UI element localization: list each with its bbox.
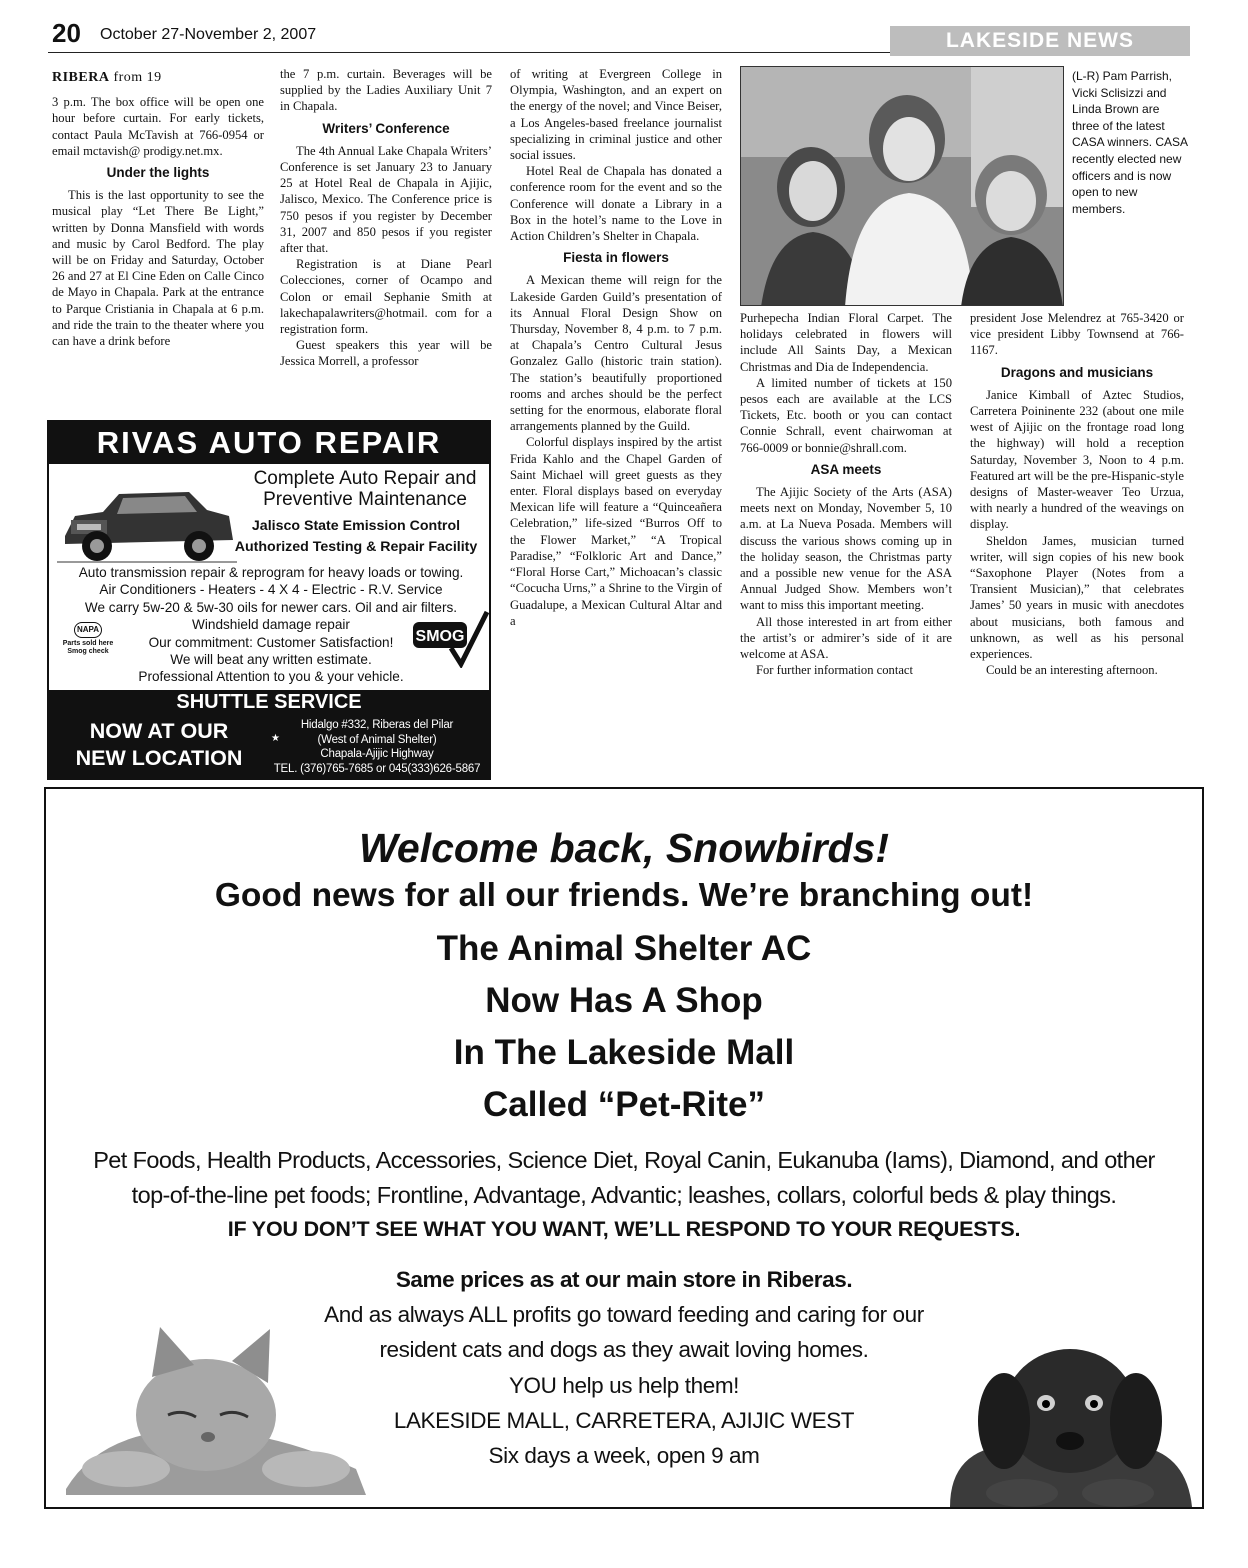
article-text: president Jose Melendrez at 765-3420 or vice president Libby Townsend at 766-1167. — [970, 311, 1184, 358]
napa-badge: NAPA — [74, 622, 102, 638]
service-item: We carry 5w-20 & 5w-30 oils for newer cars. Oil and air filters. — [84, 599, 458, 615]
jump-line — [52, 70, 264, 86]
article-text: Purhepecha Indian Floral Carpet. The holidays celebrated in flowers will include All Saints Day, a Mexican Christmas and Dia de Independencia. — [740, 311, 952, 374]
page-number: 20 — [52, 18, 81, 48]
phone-number: TEL. (376)765-7685 or 045(333)626-5867 — [273, 762, 481, 775]
ad-headline: The Animal Shelter AC — [436, 929, 812, 968]
shuttle-banner — [49, 690, 489, 778]
rivas-auto-repair-ad — [47, 420, 491, 780]
article-text: All those interested in art from either the artist’s or admirer’s side of it are welcome at ASA. — [740, 614, 952, 662]
shop-address — [265, 718, 489, 776]
section-heading: Writers’ Conference — [322, 120, 450, 136]
article-text: Could be an interesting afternoon. — [986, 663, 1158, 678]
section-heading: ASA meets — [810, 461, 882, 477]
article-text: The Ajijic Society of the Arts (ASA) meets next on Monday, November 5, 10 a.m. at La Nueva Posada. Members will discuss the various shows coming up in the holiday season, the Christmas party and a possible new venue for the ASA Annual Judged Show. Members won’t want to miss this important meeting. — [740, 485, 952, 613]
article-text: 3 p.m. The box office will be open one hour before curtain. For early tickets, contact Paula McTavish at 766-0954 or email mctavish@ prodigy.net.mx. — [52, 95, 264, 158]
jump-text: from 19 — [113, 70, 162, 85]
service-item: Windshield damage repair — [192, 617, 350, 633]
requests-note: IF YOU DON’T SEE WHAT YOU WANT, WE’LL RESPOND TO YOUR REQUESTS. — [227, 1217, 1021, 1241]
article-text: Registration is at Diane Pearl Colecciones, corner of Ocampo and Colon or email Sephanie Smith at lakechapalawriters@hotmail. com for a registration form. — [280, 257, 492, 337]
emission-line-1: Jalisco State Emission Control — [251, 518, 461, 534]
article-text: Hotel Real de Chapala has donated a conference room for the event and so the Conference will donate a Library in a Box in the hotel’s name to the Love in Action Children’s Shelter in Chapala. — [510, 164, 722, 244]
profits-note: And as always ALL profits go toward feeding and caring for our — [324, 1302, 924, 1327]
shuttle-title: SHUTTLE SERVICE — [176, 691, 362, 713]
article-text: A limited number of tickets at 150 pesos each are available at the LCS Tickets, Etc. booth or you can contact Connie Schrall, event chairwoman at 766-0009 or bonnie@shrall.com. — [740, 375, 952, 455]
jump-label: RIBERA — [52, 70, 110, 85]
product-list: Pet Foods, Health Products, Accessories, Science Diet, Royal Canin, Eukanuba (Iams), Diamond, and other — [93, 1147, 1155, 1173]
ad-headline: Complete Auto Repair and Preventive Maintenance — [253, 468, 477, 510]
column-3 — [510, 66, 722, 780]
product-list: top-of-the-line pet foods; Frontline, Advantage, Advantic; leashes, collars, colorful beds & play things. — [131, 1182, 1117, 1208]
photo-caption: (L-R) Pam Parrish, Vicki Sclisizzi and Linda Brown are three of the latest CASA winners. CASA recently elected new officers and is now open to new members. — [1072, 69, 1188, 216]
ad-headline: In The Lakeside Mall — [453, 1033, 795, 1072]
location-line: NOW AT OUR — [89, 719, 229, 743]
ad-headline: Now Has A Shop — [485, 981, 763, 1020]
emission-line-2: Authorized Testing & Repair Facility — [234, 539, 478, 555]
column-4 — [740, 310, 952, 780]
help-note: YOU help us help them! — [508, 1373, 740, 1398]
article-text: Guest speakers this year will be Jessica Morrell, a professor — [280, 338, 492, 369]
napa-logo — [61, 622, 115, 656]
service-item: Our commitment: Customer Satisfaction! — [148, 634, 394, 650]
pet-rite-ad — [44, 787, 1204, 1509]
new-location-note — [59, 718, 259, 772]
issue-date: October 27-November 2, 2007 — [100, 26, 317, 43]
article-text: Janice Kimball of Aztec Studios, Carretera Poininente 232 (about one mile west of Ajijic on the frontage road long the highway) will hold a reception Saturday, November 3, Noon to 4 p.m. Featured art will be the pre-Hispanic-style designs of Master-weaver Teo Urzua, with nearly a hundred of the weavings on display. — [970, 387, 1184, 532]
star-icon: ★ — [271, 733, 280, 744]
article-text: of writing at Evergreen College in Olympia, Washington, and an expert on the energy of the novel; and Vince Beiser, a Los Angeles-based freelance journalist specializing in criminal justice and other social issues. — [510, 67, 722, 163]
column-1 — [52, 70, 264, 416]
profits-note: resident cats and dogs as they await loving homes. — [379, 1337, 869, 1362]
address-line: Hidalgo #332, Riberas del Pilar — [300, 719, 454, 731]
photo-image — [741, 67, 1064, 306]
article-text: The 4th Annual Lake Chapala Writers’ Conference is set January 23 to January 25 at Hotel Real de Chapala in Ajijic, Jalisco, Mexico. The Conference price is 750 pesos if you register by December 31, 2007 and 850 pesos if you register after that. — [280, 143, 492, 256]
suv-illustration — [57, 474, 237, 572]
service-item: Auto transmission repair & reprogram for heavy loads or towing. — [78, 565, 464, 580]
smog-badge-text: SMOG — [415, 628, 465, 645]
article-text: A Mexican theme will reign for the Lakeside Garden Guild’s presentation of its Annual Floral Design Show on Thursday, November 8, 4 p.m. to 7 p.m. at Chapala’s Centro Cultural Jesus Gonzalez Gallo (historic train station). The station’s beautifully proportioned rooms and arches should be the perfect setting for the enormous, elaborate floral arrangements planned by the Guild. — [510, 273, 722, 434]
kitten-illustration — [56, 1319, 376, 1499]
ad-welcome: Welcome back, Snowbirds! — [358, 825, 890, 871]
section-heading: Under the lights — [106, 165, 210, 181]
ad-good-news: Good news for all our friends. We’re branching out! — [214, 877, 1034, 914]
same-prices-note: Same prices as at our main store in Riberas. — [395, 1267, 853, 1292]
location-line: NEW LOCATION — [75, 746, 243, 770]
article-text: For further information contact — [756, 663, 914, 678]
masthead: LAKESIDE NEWS — [890, 26, 1190, 56]
shop-hours: Six days a week, open 9 am — [488, 1443, 760, 1468]
emission-control-note — [225, 516, 487, 558]
article-text: This is the last opportunity to see the musical play “Let There Be Light,” written by Donna Mansfield with words and music by Carol Bedford. The play will be on Friday and Saturday, October 26 and 27 at El Cine Eden on Calle Cinco de Mayo in Chapala. Park at the entrance to Parque Cristiania in Chapala at 6 p.m. and ride the train to the theater where you can have a drink before — [52, 188, 264, 349]
service-item: Professional Attention to you & your vehicle. — [138, 669, 404, 685]
shop-address: LAKESIDE MALL, CARRETERA, AJIJIC WEST — [393, 1408, 855, 1433]
header-rule — [48, 52, 890, 53]
column-2 — [280, 66, 492, 416]
address-line: Chapala-Ajijic Highway — [320, 748, 434, 761]
article-text: the 7 p.m. curtain. Beverages will be supplied by the Ladies Auxiliary Unit 7 in Chapala. — [280, 67, 492, 114]
section-heading: Fiesta in flowers — [563, 250, 669, 266]
page-header — [48, 18, 1190, 58]
puppy-illustration — [930, 1329, 1200, 1507]
section-heading: Dragons and musicians — [1000, 364, 1154, 380]
ad-headline: Called “Pet-Rite” — [483, 1085, 765, 1124]
article-text: Colorful displays inspired by the artist Frida Kahlo and the Chapel Garden of Saint Michael will greet guests as they enter. Floral displays based on everyday Mexican life will feature a “Quinceañera Celebration,” life-sized “Burros Off to the Flower Market,” “A Tropical Paradise,” “Folkloric Art and Dance,” “Floral Horse Cart,” Michoacan’s classic “Cocucha Urns,” a Shrine to the Virgin of Guadalupe, a Mexican Cultural Altar and a — [510, 435, 722, 628]
napa-note: Smog check — [67, 648, 109, 655]
article-text: Sheldon James, musician turned writer, will sign copies of his new book “Saxophone Player (Notes from a Transient Musician),” that celebrates James’ 50 years in music with anecdotes about musicians, both famous and unknown, as well as his personal experiences. — [970, 533, 1184, 662]
casa-winners-photo — [740, 66, 1064, 306]
napa-note: Parts sold here — [62, 640, 114, 647]
ad-title: RIVAS AUTO REPAIR — [49, 422, 489, 464]
column-5 — [970, 310, 1184, 780]
address-line: (West of Animal Shelter) — [317, 733, 437, 746]
service-item: Air Conditioners - Heaters - 4 X 4 - Electric - R.V. Service — [99, 582, 443, 598]
smog-check-icon — [411, 608, 489, 668]
service-item: We will beat any written estimate. — [170, 652, 372, 668]
